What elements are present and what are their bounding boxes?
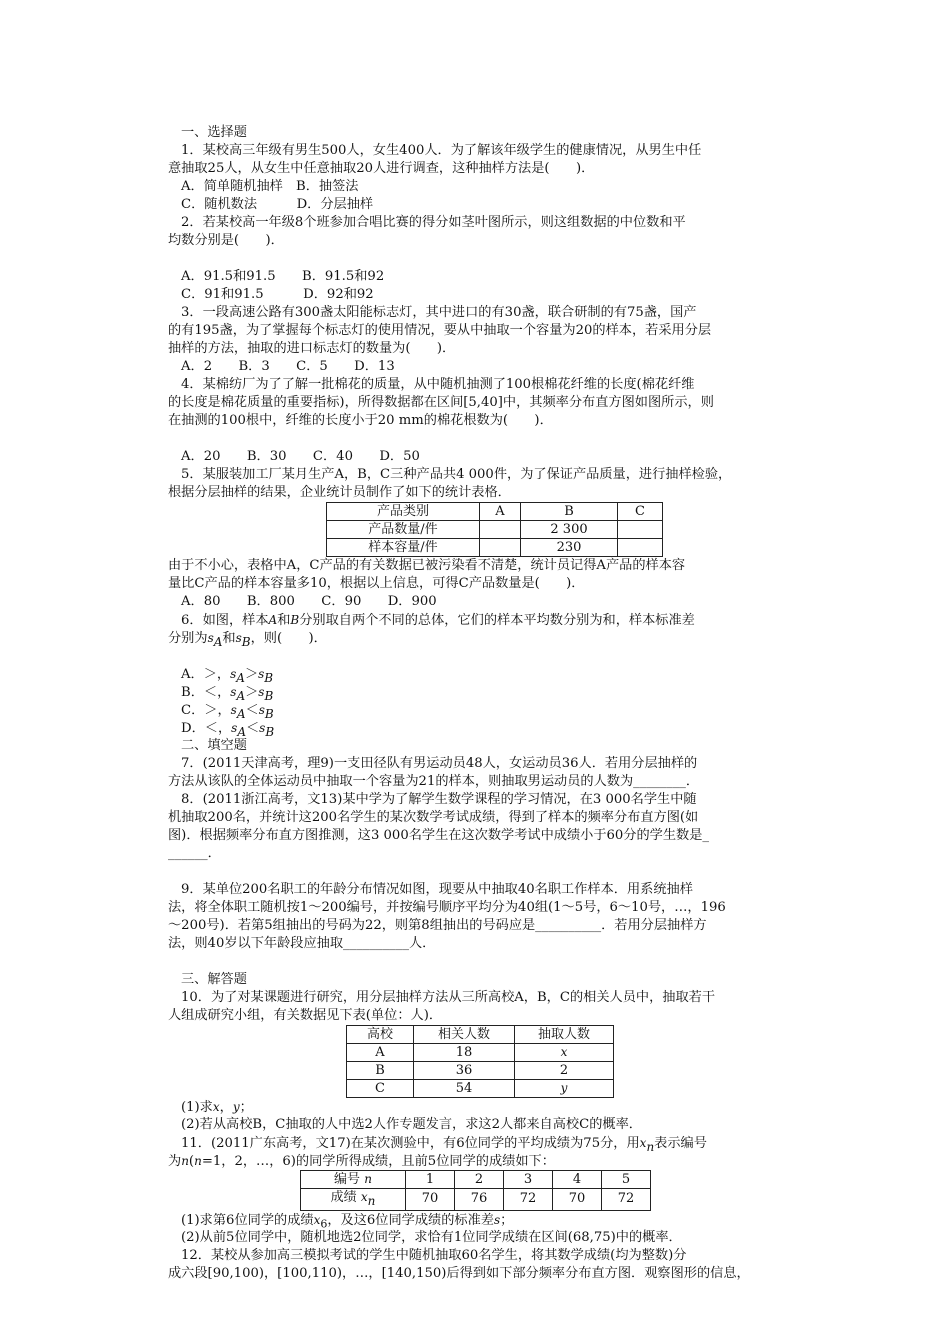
q5-product-table	[326, 502, 663, 557]
var-n: n	[194, 1154, 202, 1168]
var-s: s	[258, 667, 265, 681]
table-cell: 产品数量/件	[327, 521, 480, 539]
q5-line-3: 由于不小心，表格中A，C产品的有关数据已被污染看不清楚，统计员记得A产品的样本容	[168, 558, 686, 573]
table-cell: 样本容量/件	[327, 539, 480, 557]
q11-text: 编号	[334, 1172, 361, 1187]
q11-text: 11．(2011广东高考，文17)在某次测验中，有6位同学的平均成绩为75分，用	[181, 1136, 640, 1151]
table-cell: 高校	[347, 1026, 414, 1044]
var-y: y	[232, 1100, 240, 1114]
q11-text: =1，2，…，6)的同学所得成绩，且前5位同学的成绩如下：	[201, 1154, 555, 1169]
q9-line-3: ～200号)．若第5组抽出的号码为22，则第8组抽出的号码应是__________．若用分层抽样方	[168, 918, 707, 933]
table-cell	[515, 1044, 614, 1062]
sub-a: A	[236, 670, 245, 683]
q8-line-4: ______．	[168, 846, 221, 861]
var-s: s	[259, 721, 266, 735]
q11-line-2	[168, 1152, 818, 1170]
table-cell	[301, 1171, 406, 1189]
q11-line-1	[168, 1134, 818, 1152]
table-cell: 72	[504, 1189, 553, 1211]
table-cell: 1	[406, 1171, 455, 1189]
table-cell	[618, 521, 663, 539]
sub-n: n	[367, 1193, 376, 1208]
section-heading-choice: 一、选择题	[181, 125, 247, 140]
table-row	[327, 503, 663, 521]
table-row	[327, 539, 663, 557]
q8-line-3: 图)．根据频率分布直方图推测，这3 000名学生在这次数学考试中成绩小于60分的学生数是_	[168, 828, 710, 843]
var-s: s	[258, 685, 265, 699]
table-row	[301, 1171, 651, 1189]
var-b: B	[290, 613, 300, 627]
q6-text: B．＜，	[181, 685, 231, 700]
sub-b: B	[264, 670, 274, 683]
q11-score-table	[300, 1170, 651, 1211]
q9-line-4: 法，则40岁以下年龄段应抽取__________人．	[168, 936, 436, 951]
q3-line-3: 抽样的方法，抽取的进口标志灯的数量为( )．	[168, 341, 456, 356]
q8-figure-space	[168, 863, 818, 881]
q6-text: C．＞，	[181, 703, 231, 718]
q9-figure-space	[168, 953, 818, 971]
document-page	[168, 124, 818, 1283]
table-cell: 产品类别	[327, 503, 480, 521]
table-cell: C	[347, 1080, 414, 1098]
q5-line-1: 5．某服装加工厂某月生产A，B，C三种产品共4 000件，为了保证产品质量，进行抽样检验，	[181, 467, 732, 482]
table-cell: 76	[455, 1189, 504, 1211]
section-heading-solve: 三、解答题	[181, 972, 247, 987]
q3-options: A．2 B．3 C．5 D．13	[181, 359, 395, 374]
q10-line-1: 10．为了对某课题进行研究，用分层抽样方法从三所高校A，B，C的相关人员中，抽取若干	[181, 990, 716, 1005]
q5-line-2: 根据分层抽样的结果，企业统计员制作了如下的统计表格．	[168, 485, 511, 500]
sub-b: B	[264, 706, 274, 719]
sub-b: B	[264, 688, 274, 701]
var-a: A	[268, 613, 278, 627]
q1-line-1: 1．某校高三年级有男生500人，女生400人．为了解该年级学生的健康情况，从男生中任	[181, 143, 702, 158]
table-cell: 36	[414, 1062, 515, 1080]
table-row	[347, 1080, 614, 1098]
table-cell: A	[347, 1044, 414, 1062]
q6-text: ＞	[245, 685, 259, 700]
q6-option-c	[168, 701, 818, 719]
sub-6: 6	[320, 1217, 328, 1229]
sub-a: A	[213, 634, 223, 647]
sub-b: B	[265, 724, 275, 737]
q1-options-1: A．简单随机抽样 B．抽签法	[181, 179, 359, 194]
table-row	[301, 1189, 651, 1211]
table-cell: 抽取人数	[515, 1026, 614, 1044]
q5-line-4: 量比C产品的样本容量多10，根据以上信息，可得C产品数量是( )．	[168, 576, 585, 591]
q6-text: 分别取自两个不同的总体，它们的样本平均数分别为和，样本标准差	[299, 613, 695, 628]
q6-text: ＞	[244, 667, 259, 682]
var-s: s	[258, 703, 265, 717]
q11-text: (	[188, 1154, 195, 1169]
var-n: n	[364, 1172, 372, 1186]
q1-line-2: 意抽取25人，从女生中任意抽取20人进行调查，这种抽样方法是( )．	[168, 161, 595, 176]
q6-text: 6．如图，样本	[181, 613, 269, 628]
q10-text: (1)求	[181, 1100, 213, 1115]
table-row	[327, 521, 663, 539]
table-cell: 72	[602, 1189, 651, 1211]
q6-text: D．＜，	[181, 721, 232, 736]
q8-line-2: 机抽取200名，并统计这200名学生的某次数学考试成绩，得到了样本的频率分布直方图(如	[168, 810, 699, 825]
var-s: s	[231, 721, 238, 735]
q9-line-2: 法，将全体职工随机按1～200编号，并按编号顺序平均分为40组(1～5号，6～10号，…，196	[168, 900, 726, 915]
q7-line-2: 方法从该队的全体运动员中抽取一个容量为21的样本，则抽取男运动员的人数为________．	[168, 774, 700, 789]
table-cell: 3	[504, 1171, 553, 1189]
table-cell	[480, 521, 521, 539]
sub-a: A	[236, 706, 246, 719]
q7-line-1: 7．(2011天津高考，理9)一支田径队有男运动员48人，女运动员36人．若用分层抽样的	[181, 756, 698, 771]
var-s: s	[235, 631, 242, 645]
var-x: x	[360, 1190, 368, 1204]
q6-option-b	[168, 683, 818, 701]
q3-line-2: 的有195盏，为了掌握每个标志灯的使用情况，要从中抽取一个容量为20的样本，若采用分层	[168, 323, 712, 338]
q6-line-1	[168, 611, 818, 629]
sub-a: A	[237, 724, 246, 737]
q11-text: 成绩	[330, 1190, 357, 1205]
table-cell: 70	[406, 1189, 455, 1211]
table-cell: B	[347, 1062, 414, 1080]
q12-line-2: 成六段[90,100)，[100,110)，…，[140,150)后得到如下部分频率分布直方图．观察图形的信息，	[168, 1265, 750, 1281]
q11-line-4: (2)从前5位同学中，随机地选2位同学，求恰有1位同学成绩在区间(68,75)中的概率．	[181, 1229, 682, 1245]
q4-line-3: 在抽测的100根中，纤维的长度小于20 mm的棉花根数为( )．	[168, 413, 553, 428]
q11-line-3	[168, 1211, 818, 1229]
q6-text: ＜	[245, 721, 260, 736]
q11-text: 为	[168, 1154, 182, 1169]
var-s: s	[494, 1212, 501, 1227]
sub-n: n	[646, 1139, 655, 1152]
q8-line-1: 8．(2011浙江高考，文13)某中学为了解学生数学课程的学习情况，在3 000名学生中随	[181, 792, 697, 807]
sub-a: A	[236, 688, 246, 701]
table-cell: 230	[521, 539, 618, 557]
table-cell: B	[521, 503, 618, 521]
q4-options: A．20 B．30 C．40 D．50	[181, 449, 420, 464]
q4-line-2: 的长度是棉花质量的重要指标)，所得数据都在区间[5,40]中，其频率分布直方图如图所示，则	[168, 395, 714, 410]
var-s: s	[230, 703, 237, 717]
table-cell: 5	[602, 1171, 651, 1189]
q6-line-2	[168, 629, 818, 647]
var-x: x	[313, 1212, 321, 1227]
table-cell: C	[618, 503, 663, 521]
table-cell: 70	[553, 1189, 602, 1211]
table-cell	[301, 1189, 406, 1211]
var-s: s	[230, 667, 237, 681]
q2-options-2: C．91和91.5 D．92和92	[181, 287, 374, 302]
sub-b: B	[241, 634, 251, 647]
var-y: y	[560, 1081, 568, 1095]
q2-line-2: 均数分别是( )．	[168, 233, 284, 248]
q6-option-d	[168, 719, 818, 737]
table-cell: 2 300	[521, 521, 618, 539]
table-cell: A	[480, 503, 521, 521]
table-cell: 2	[455, 1171, 504, 1189]
var-x: x	[212, 1100, 220, 1114]
q4-figure-space	[168, 430, 818, 448]
var-s: s	[230, 685, 237, 699]
q10-text: ，	[219, 1100, 233, 1115]
q6-figure-space	[168, 647, 818, 665]
q10-text: ；	[239, 1100, 253, 1115]
q11-text: (1)求第6位同学的成绩	[181, 1212, 314, 1228]
table-cell	[515, 1080, 614, 1098]
q6-text: 分别为	[168, 631, 208, 646]
q11-text: ；	[500, 1212, 514, 1228]
q10-school-table	[346, 1025, 614, 1098]
table-cell: 4	[553, 1171, 602, 1189]
var-x: x	[639, 1136, 647, 1150]
q2-line-1: 2．若某校高一年级8个班参加合唱比赛的得分如茎叶图所示，则这组数据的中位数和平	[181, 215, 686, 230]
table-cell: 相关人数	[414, 1026, 515, 1044]
q10-line-2: 人组成研究小组，有关数据见下表(单位：人)．	[168, 1008, 443, 1023]
q4-line-1: 4．某棉纺厂为了了解一批棉花的质量，从中随机抽测了100根棉花纤维的长度(棉花纤维	[181, 377, 695, 392]
q11-text: ，及这6位同学成绩的标准差	[327, 1212, 494, 1228]
table-cell	[480, 539, 521, 557]
q6-text: ＜	[245, 703, 259, 718]
q6-text: 和	[222, 631, 236, 646]
var-n: n	[181, 1154, 189, 1168]
q6-text: ，则( )．	[250, 631, 327, 646]
section-heading-fill: 二、填空题	[181, 738, 247, 753]
q2-figure-space	[168, 250, 818, 268]
q6-text: A．＞，	[181, 667, 231, 682]
q12-line-1: 12．某校从参加高三模拟考试的学生中随机抽取60名学生，将其数学成绩(均为整数)分	[181, 1247, 687, 1263]
table-cell: 2	[515, 1062, 614, 1080]
var-x: x	[560, 1045, 568, 1059]
q10-line-3	[168, 1098, 818, 1116]
var-s: s	[207, 631, 214, 645]
q3-line-1: 3．一段高速公路有300盏太阳能标志灯，其中进口的有30盏，联合研制的有75盏，国产	[181, 305, 697, 320]
table-row	[347, 1026, 614, 1044]
q2-options-1: A．91.5和91.5 B．91.5和92	[181, 269, 385, 284]
q11-text: 表示编号	[654, 1136, 707, 1151]
q9-line-1: 9．某单位200名职工的年龄分布情况如图，现要从中抽取40名职工作样本．用系统抽样	[181, 882, 693, 897]
table-row	[347, 1062, 614, 1080]
q1-options-2: C．随机数法 D．分层抽样	[181, 197, 374, 212]
table-cell	[618, 539, 663, 557]
q10-line-4: (2)若从高校B，C抽取的人中选2人作专题发言，求这2人都来自高校C的概率．	[181, 1117, 642, 1132]
table-row	[347, 1044, 614, 1062]
table-cell: 54	[414, 1080, 515, 1098]
q5-options: A．80 B．800 C．90 D．900	[181, 594, 437, 609]
q6-option-a	[168, 665, 818, 683]
table-cell: 18	[414, 1044, 515, 1062]
q6-text: 和	[277, 613, 291, 628]
